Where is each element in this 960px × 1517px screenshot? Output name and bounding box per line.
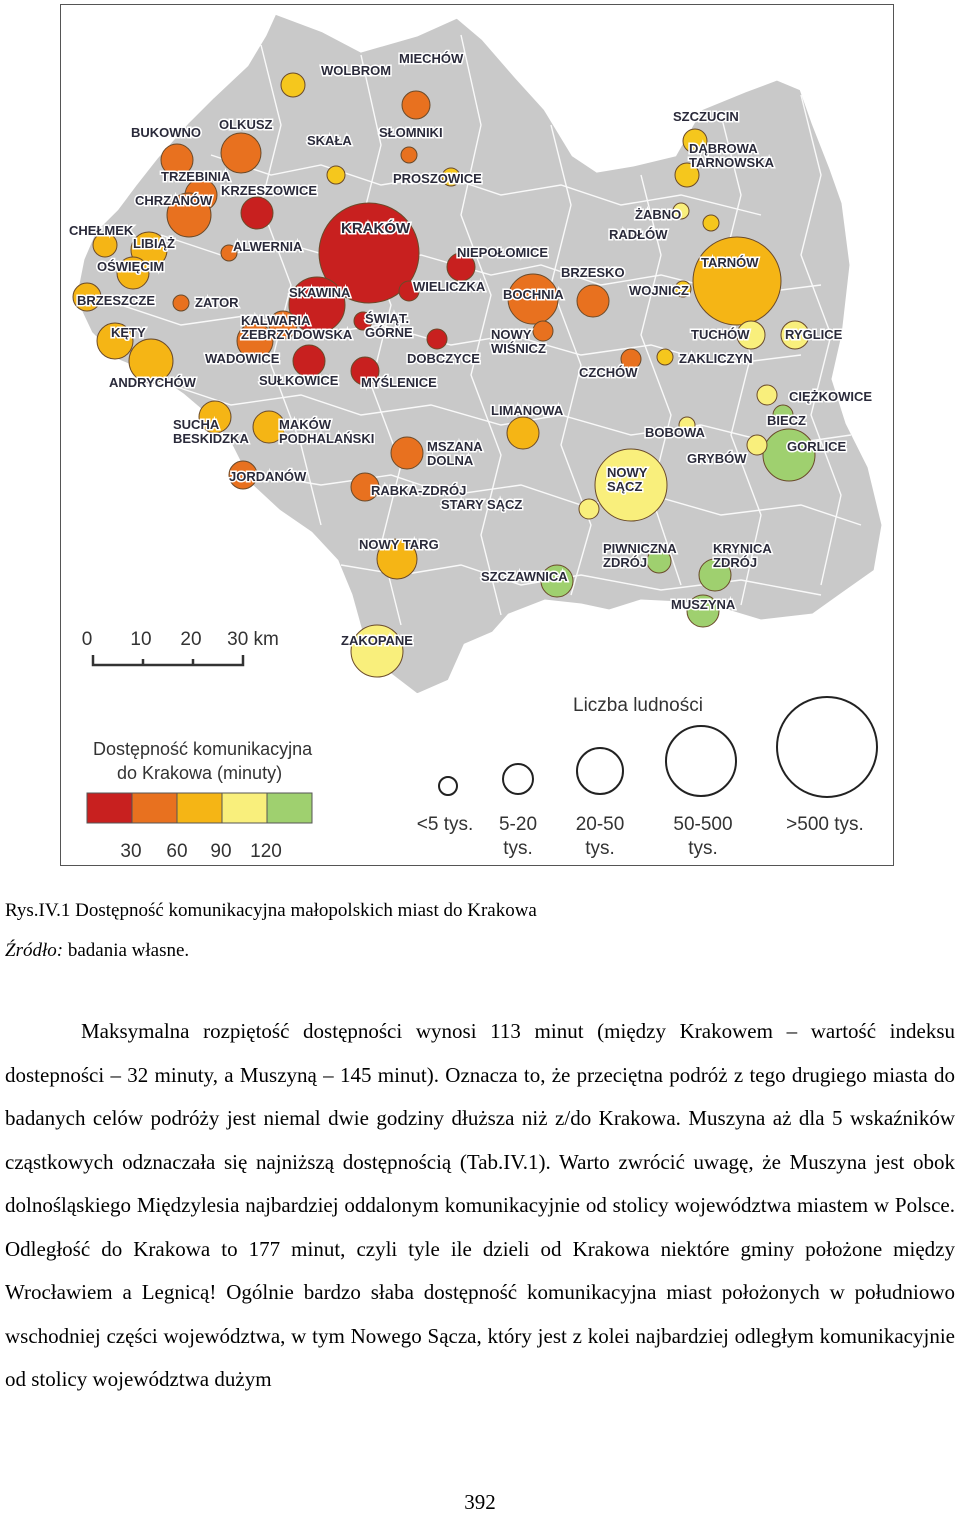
scale-tick-20: 20	[180, 629, 202, 650]
city-label-słomniki: SŁOMNIKI	[379, 125, 443, 140]
population-circle-50-500	[666, 726, 736, 796]
city-label-kęty: KĘTY	[111, 325, 146, 340]
figure-source-text: badania własne.	[63, 940, 190, 961]
city-label-jordanów: JORDANÓW	[229, 469, 307, 484]
body-text	[5, 1010, 955, 1402]
city-label-bukowno: BUKOWNO	[131, 125, 202, 140]
city-marker-limanowa	[507, 417, 539, 449]
city-label-limanowa: LIMANOWA	[491, 403, 564, 418]
city-label-brzesko: BRZESKO	[561, 265, 625, 280]
city-marker-miechów	[402, 91, 430, 119]
city-label-libiąż: LIBIĄŻ	[133, 236, 175, 251]
city-label-bochnia: BOCHNIA	[503, 287, 564, 302]
accessibility-swatch-1	[87, 793, 132, 823]
city-label-zator: ZATOR	[195, 295, 239, 310]
city-marker-gorlice	[763, 429, 815, 481]
city-label-żabno: ŻABNO	[635, 207, 682, 222]
accessibility-swatch-3	[177, 793, 222, 823]
city-marker-skała	[327, 166, 345, 184]
city-label-nowy-wiśnicz: NOWY WIŚNICZ	[491, 327, 546, 356]
city-label-bobowa: BOBOWA	[645, 425, 705, 440]
city-label-piwniczna-zdrój: PIWNICZNA ZDRÓJ	[603, 541, 677, 570]
city-label-gorlice: GORLICE	[787, 439, 847, 454]
scale-tick-30: 30 km	[227, 629, 279, 650]
city-label-szczawnica: SZCZAWNICA	[481, 569, 568, 584]
city-label-krzeszowice: KRZESZOWICE	[221, 183, 318, 198]
scale-bar	[82, 629, 279, 665]
city-marker-zator	[173, 295, 189, 311]
map-figure	[60, 4, 894, 866]
population-circle-5-20	[503, 764, 533, 794]
city-label-myślenice: MYŚLENICE	[361, 375, 437, 390]
city-label-czchów: CZCHÓW	[579, 365, 638, 380]
city-label-andrychów: ANDRYCHÓW	[109, 375, 196, 390]
city-marker-nowy-wiśnicz	[533, 321, 553, 341]
city-marker-ciężkowice	[757, 385, 777, 405]
city-label-tarnów: TARNÓW	[701, 255, 759, 270]
body-paragraph: Maksymalna rozpiętość dostępności wynosi 113 minut (między Krakowem – wartość indeksu dostepności – 32 minuty, a Muszyną – 145 minut). Oznacza to, że przeciętna podróż z tego drugiego miasta do badanych celów podróży jest niemal dwie godziny dłuższa niż z/do Krakowa. Muszyna aż dla 5 wskaźników cząstkowych odznaczała się najniższą dostępnością (Tab.IV.1). Warto zwrócić uwagę, że Muszyna jest obok dolnośląskiego Międzylesia najbardziej oddalonym komunikacyjnie od stolicy województwa miastem w Polsce. Odległość do Krakowa to 177 minut, czyli tyle ile dzieli od Krakowa niektóre gminy położone między Wrocławiem a Legnicą! Ogólnie bardzo słaba dostępność komunikacyjna miast położonych w południowo wschodniej części województwa, w tym Nowego Sącza, który jest z kolei najbardziej odległym komunikacyjnie od stolicy województwa dużym	[5, 1019, 955, 1391]
population-circle-gt500	[777, 697, 877, 797]
accessibility-legend	[87, 739, 313, 862]
city-marker-tarnów	[693, 237, 781, 325]
city-label-radłów: RADŁÓW	[609, 227, 668, 242]
city-label-olkusz: OLKUSZ	[219, 117, 273, 132]
accessibility-legend-title-2: do Krakowa (minuty)	[117, 763, 283, 783]
city-label-zakopane: ZAKOPANE	[341, 633, 413, 648]
city-label-wolbrom: WOLBROM	[321, 63, 392, 78]
figure-source-label: Źródło:	[5, 940, 64, 961]
city-label-dąbrowa-tarnowska: DĄBROWA TARNOWSKA	[689, 141, 774, 170]
city-label-miechów: MIECHÓW	[399, 51, 464, 66]
city-label-krynica-zdrój: KRYNICA ZDRÓJ	[713, 541, 772, 570]
page-number: 392	[464, 1490, 496, 1514]
city-label-wojnicz: WOJNICZ	[629, 283, 689, 298]
population-class-3-line2: tys.	[585, 838, 615, 859]
city-label-wadowice: WADOWICE	[205, 351, 280, 366]
accessibility-tick-60: 60	[166, 841, 188, 862]
city-marker-słomniki	[401, 147, 417, 163]
city-marker-krzeszowice	[241, 197, 273, 229]
scale-tick-10: 10	[130, 629, 152, 650]
city-marker-dobczyce	[427, 329, 447, 349]
city-label-grybów: GRYBÓW	[687, 451, 747, 466]
city-label-niepołomice: NIEPOŁOMICE	[457, 245, 549, 260]
scale-tick-0: 0	[81, 629, 93, 650]
figure-source	[5, 940, 189, 962]
city-label-muszyna: MUSZYNA	[671, 597, 736, 612]
city-label-brzeszcze: BRZESZCZE	[77, 293, 155, 308]
population-legend	[417, 695, 877, 859]
city-marker-olkusz	[221, 133, 261, 173]
accessibility-tick-120: 120	[250, 841, 282, 862]
city-label-chełmek: CHEŁMEK	[69, 223, 134, 238]
city-label-maków-podhalański: MAKÓW PODHALAŃSKI	[279, 417, 375, 446]
population-class-5-line1: >500 tys.	[786, 814, 864, 835]
city-label-ryglice: RYGLICE	[785, 327, 843, 342]
city-label-skała: SKAŁA	[307, 133, 352, 148]
population-class-1-line1: <5 tys.	[416, 814, 474, 835]
city-label-trzebinia: TRZEBINIA	[161, 169, 231, 184]
accessibility-swatch-5	[267, 793, 312, 823]
city-label-sucha-beskidzka: SUCHA BESKIDZKA	[173, 417, 249, 446]
population-class-3-line1: 20-50	[575, 814, 625, 835]
city-label-rabka-zdrój: RABKA-ZDRÓJ	[371, 483, 467, 498]
city-label-oświęcim: OŚWIĘCIM	[97, 259, 165, 274]
city-label-tuchów: TUCHÓW	[691, 327, 750, 342]
accessibility-swatch-4	[222, 793, 267, 823]
city-marker-wolbrom	[281, 73, 305, 97]
city-marker-mszana-dolna	[391, 437, 423, 469]
city-marker-grybów	[747, 435, 767, 455]
city-label-nowy-targ: NOWY TARG	[359, 537, 439, 552]
population-circle-20-50	[577, 748, 623, 794]
city-label-świąt-górne: ŚWIĄT. GÓRNE	[365, 311, 413, 340]
accessibility-tick-90: 90	[210, 841, 232, 862]
city-label-sułkowice: SUŁKOWICE	[259, 373, 339, 388]
figure-caption	[5, 900, 537, 922]
city-marker-radłów	[703, 215, 719, 231]
population-legend-title: Liczba ludności	[573, 695, 703, 716]
population-class-2-line2: tys.	[503, 838, 533, 859]
city-label-chrzanów: CHRZANÓW	[135, 193, 213, 208]
population-circle-lt5	[439, 777, 457, 795]
population-class-2-line1: 5-20	[498, 814, 538, 835]
city-label-zakliczyn: ZAKLICZYN	[679, 351, 753, 366]
city-label-mszana-dolna: MSZANA DOLNA	[427, 439, 483, 468]
city-label-kalwaria-zebrzydowska: KALWARIA ZEBRZYDOWSKA	[241, 313, 353, 342]
city-label-skawina: SKAWINA	[289, 285, 351, 300]
city-label-dobczyce: DOBCZYCE	[407, 351, 480, 366]
accessibility-legend-title-1: Dostępność komunikacyjna	[93, 739, 313, 759]
city-label-szczucin: SZCZUCIN	[673, 109, 739, 124]
city-label-ciężkowice: CIĘŻKOWICE	[789, 389, 873, 404]
city-label-nowy-sącz: NOWY SĄCZ	[607, 465, 648, 494]
city-label-alwernia: ALWERNIA	[233, 239, 303, 254]
city-marker-zakliczyn	[657, 349, 673, 365]
figure-caption-text: Rys.IV.1 Dostępność komunikacyjna małopolskich miast do Krakowa	[5, 900, 537, 921]
city-label-wieliczka: WIELICZKA	[413, 279, 486, 294]
city-marker-brzesko	[577, 285, 609, 317]
city-label-biecz: BIECZ	[767, 413, 806, 428]
city-label-kraków: KRAKÓW	[341, 220, 411, 237]
city-marker-stary-sącz	[579, 499, 599, 519]
city-label-stary-sącz: STARY SĄCZ	[441, 497, 523, 512]
population-class-4-line2: tys.	[688, 838, 718, 859]
city-label-proszowice: PROSZOWICE	[393, 171, 482, 186]
accessibility-map	[61, 5, 893, 865]
population-class-4-line1: 50-500	[673, 814, 733, 835]
accessibility-swatch-2	[132, 793, 177, 823]
accessibility-tick-30: 30	[120, 841, 142, 862]
